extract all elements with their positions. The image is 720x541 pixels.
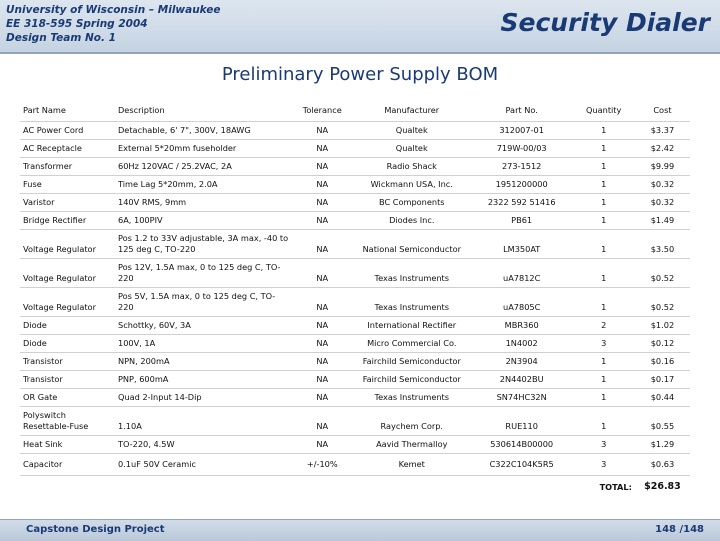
- cell-cost: $3.37: [635, 122, 690, 140]
- cell-manufacturer: Aavid Thermalloy: [353, 436, 471, 454]
- cell-tolerance: NA: [292, 353, 353, 371]
- cell-description: Time Lag 5*20mm, 2.0A: [115, 176, 292, 194]
- cell-manufacturer: Texas Instruments: [353, 389, 471, 407]
- header-description: Description: [115, 98, 292, 122]
- cell-cost: $0.32: [635, 194, 690, 212]
- cell-manufacturer: Fairchild Semiconductor: [353, 353, 471, 371]
- header-manufacturer: Manufacturer: [353, 98, 471, 122]
- cell-description: 140V RMS, 9mm: [115, 194, 292, 212]
- cell-cost: $3.50: [635, 230, 690, 259]
- cell-cost: $0.63: [635, 454, 690, 476]
- cell-description: External 5*20mm fuseholder: [115, 140, 292, 158]
- cell-quantity: 1: [572, 407, 634, 436]
- cell-part-name: Voltage Regulator: [20, 259, 115, 288]
- total-value: $26.83: [644, 480, 681, 492]
- bom-table: [20, 98, 690, 498]
- table-row: [20, 389, 690, 407]
- cell-description: Schottky, 60V, 3A: [115, 317, 292, 335]
- total-spacer: [20, 476, 572, 499]
- footer-page-number: 148 /148: [655, 524, 704, 535]
- cell-part-no: 312007-01: [471, 122, 573, 140]
- cell-part-name: Heat Sink: [20, 436, 115, 454]
- cell-quantity: 3: [572, 454, 634, 476]
- cell-quantity: 1: [572, 389, 634, 407]
- cell-description: PNP, 600mA: [115, 371, 292, 389]
- cell-quantity: 1: [572, 140, 634, 158]
- table-row: [20, 335, 690, 353]
- cell-part-name: Voltage Regulator: [20, 288, 115, 317]
- cell-part-no: 2N3904: [471, 353, 573, 371]
- total-row: [20, 476, 690, 499]
- cell-part-no: C322C104K5R5: [471, 454, 573, 476]
- cell-part-no: 273-1512: [471, 158, 573, 176]
- cell-part-no: uA7805C: [471, 288, 573, 317]
- cell-cost: $0.17: [635, 371, 690, 389]
- cell-tolerance: NA: [292, 259, 353, 288]
- cell-cost: $1.02: [635, 317, 690, 335]
- slide-header: [0, 0, 720, 54]
- cell-cost: $0.52: [635, 288, 690, 317]
- cell-quantity: 1: [572, 230, 634, 259]
- table-header-row: [20, 98, 690, 122]
- cell-manufacturer: Texas Instruments: [353, 259, 471, 288]
- cell-part-name: OR Gate: [20, 389, 115, 407]
- cell-cost: $0.55: [635, 407, 690, 436]
- cell-tolerance: NA: [292, 436, 353, 454]
- cell-tolerance: NA: [292, 122, 353, 140]
- cell-part-name: Diode: [20, 317, 115, 335]
- cell-description: 1.10A: [115, 407, 292, 436]
- header-title: Security Dialer: [500, 8, 710, 37]
- cell-manufacturer: Qualtek: [353, 140, 471, 158]
- header-part-name: Part Name: [20, 98, 115, 122]
- table-row: [20, 230, 690, 259]
- cell-quantity: 1: [572, 158, 634, 176]
- table-row: [20, 371, 690, 389]
- header-course: EE 318-595 Spring 2004: [6, 18, 148, 30]
- table-row: [20, 122, 690, 140]
- cell-manufacturer: Raychem Corp.: [353, 407, 471, 436]
- cell-description: 60Hz 120VAC / 25.2VAC, 2A: [115, 158, 292, 176]
- cell-description: Pos 1.2 to 33V adjustable, 3A max, -40 to 125 deg C, TO-220: [115, 230, 292, 259]
- table-row: [20, 158, 690, 176]
- table-row: [20, 140, 690, 158]
- cell-manufacturer: Kemet: [353, 454, 471, 476]
- cell-part-name: AC Receptacle: [20, 140, 115, 158]
- cell-tolerance: NA: [292, 230, 353, 259]
- cell-manufacturer: Micro Commercial Co.: [353, 335, 471, 353]
- table-row: [20, 317, 690, 335]
- cell-description: TO-220, 4.5W: [115, 436, 292, 454]
- footer-project-name: Capstone Design Project: [26, 524, 165, 535]
- cell-tolerance: NA: [292, 317, 353, 335]
- cell-tolerance: NA: [292, 335, 353, 353]
- cell-part-name: Transistor: [20, 353, 115, 371]
- cell-tolerance: +/-10%: [292, 454, 353, 476]
- cell-tolerance: NA: [292, 176, 353, 194]
- cell-quantity: 1: [572, 259, 634, 288]
- cell-part-name: Bridge Rectifier: [20, 212, 115, 230]
- cell-part-name: Varistor: [20, 194, 115, 212]
- cell-part-no: PB61: [471, 212, 573, 230]
- cell-quantity: 1: [572, 371, 634, 389]
- cell-tolerance: NA: [292, 389, 353, 407]
- cell-quantity: 3: [572, 436, 634, 454]
- cell-quantity: 1: [572, 288, 634, 317]
- cell-quantity: 2: [572, 317, 634, 335]
- header-course-info: [6, 3, 221, 45]
- cell-tolerance: NA: [292, 158, 353, 176]
- cell-quantity: 1: [572, 176, 634, 194]
- cell-cost: $9.99: [635, 158, 690, 176]
- cell-manufacturer: Radio Shack: [353, 158, 471, 176]
- cell-quantity: 1: [572, 212, 634, 230]
- cell-part-name: AC Power Cord: [20, 122, 115, 140]
- cell-manufacturer: International Rectifier: [353, 317, 471, 335]
- cell-part-name: Transistor: [20, 371, 115, 389]
- cell-quantity: 1: [572, 353, 634, 371]
- cell-cost: $1.29: [635, 436, 690, 454]
- cell-manufacturer: Qualtek: [353, 122, 471, 140]
- header-team: Design Team No. 1: [6, 32, 116, 44]
- table-row: [20, 436, 690, 454]
- cell-part-no: 1N4002: [471, 335, 573, 353]
- cell-part-no: 530614B00000: [471, 436, 573, 454]
- cell-tolerance: NA: [292, 407, 353, 436]
- page-title: Preliminary Power Supply BOM: [221, 64, 499, 85]
- cell-quantity: 1: [572, 194, 634, 212]
- cell-manufacturer: National Semiconductor: [353, 230, 471, 259]
- header-part-no: Part No.: [471, 98, 573, 122]
- cell-part-no: MBR360: [471, 317, 573, 335]
- table-row: [20, 407, 690, 436]
- cell-cost: $0.12: [635, 335, 690, 353]
- cell-description: Detachable, 6' 7", 300V, 18AWG: [115, 122, 292, 140]
- cell-part-no: 719W-00/03: [471, 140, 573, 158]
- cell-part-name: Capacitor: [20, 454, 115, 476]
- cell-part-no: SN74HC32N: [471, 389, 573, 407]
- table-row: [20, 288, 690, 317]
- table-row: [20, 353, 690, 371]
- cell-description: NPN, 200mA: [115, 353, 292, 371]
- cell-cost: $0.16: [635, 353, 690, 371]
- cell-description: 100V, 1A: [115, 335, 292, 353]
- cell-cost: $1.49: [635, 212, 690, 230]
- cell-description: 0.1uF 50V Ceramic: [115, 454, 292, 476]
- table-row: [20, 259, 690, 288]
- cell-part-no: 1951200000: [471, 176, 573, 194]
- cell-part-name: Fuse: [20, 176, 115, 194]
- header-quantity: Quantity: [572, 98, 634, 122]
- cell-part-no: LM350AT: [471, 230, 573, 259]
- cell-tolerance: NA: [292, 371, 353, 389]
- header-cost: Cost: [635, 98, 690, 122]
- cell-part-name: Diode: [20, 335, 115, 353]
- cell-description: Pos 12V, 1.5A max, 0 to 125 deg C, TO-220: [115, 259, 292, 288]
- cell-description: 6A, 100PIV: [115, 212, 292, 230]
- table-body: [20, 122, 690, 499]
- cell-part-no: RUE110: [471, 407, 573, 436]
- cell-part-name: Polyswitch Resettable-Fuse: [20, 407, 115, 436]
- cell-cost: $0.32: [635, 176, 690, 194]
- cell-cost: $0.52: [635, 259, 690, 288]
- cell-manufacturer: BC Components: [353, 194, 471, 212]
- total-label: TOTAL:: [599, 481, 632, 492]
- table-row: [20, 212, 690, 230]
- cell-quantity: 1: [572, 122, 634, 140]
- header-university: University of Wisconsin – Milwaukee: [6, 4, 221, 16]
- cell-manufacturer: Fairchild Semiconductor: [353, 371, 471, 389]
- table-row: [20, 454, 690, 476]
- slide-footer: [0, 519, 720, 541]
- table-row: [20, 194, 690, 212]
- cell-part-name: Transformer: [20, 158, 115, 176]
- cell-part-no: 2322 592 51416: [471, 194, 573, 212]
- cell-cost: $2.42: [635, 140, 690, 158]
- cell-tolerance: NA: [292, 140, 353, 158]
- table-row: [20, 176, 690, 194]
- cell-tolerance: NA: [292, 194, 353, 212]
- cell-manufacturer: Wickmann USA, Inc.: [353, 176, 471, 194]
- cell-manufacturer: Texas Instruments: [353, 288, 471, 317]
- cell-quantity: 3: [572, 335, 634, 353]
- cell-part-name: Voltage Regulator: [20, 230, 115, 259]
- cell-tolerance: NA: [292, 288, 353, 317]
- cell-description: Quad 2-Input 14-Dip: [115, 389, 292, 407]
- cell-part-no: 2N4402BU: [471, 371, 573, 389]
- cell-cost: $0.44: [635, 389, 690, 407]
- cell-tolerance: NA: [292, 212, 353, 230]
- cell-description: Pos 5V, 1.5A max, 0 to 125 deg C, TO-220: [115, 288, 292, 317]
- cell-manufacturer: Diodes Inc.: [353, 212, 471, 230]
- header-tolerance: Tolerance: [292, 98, 353, 122]
- cell-part-no: uA7812C: [471, 259, 573, 288]
